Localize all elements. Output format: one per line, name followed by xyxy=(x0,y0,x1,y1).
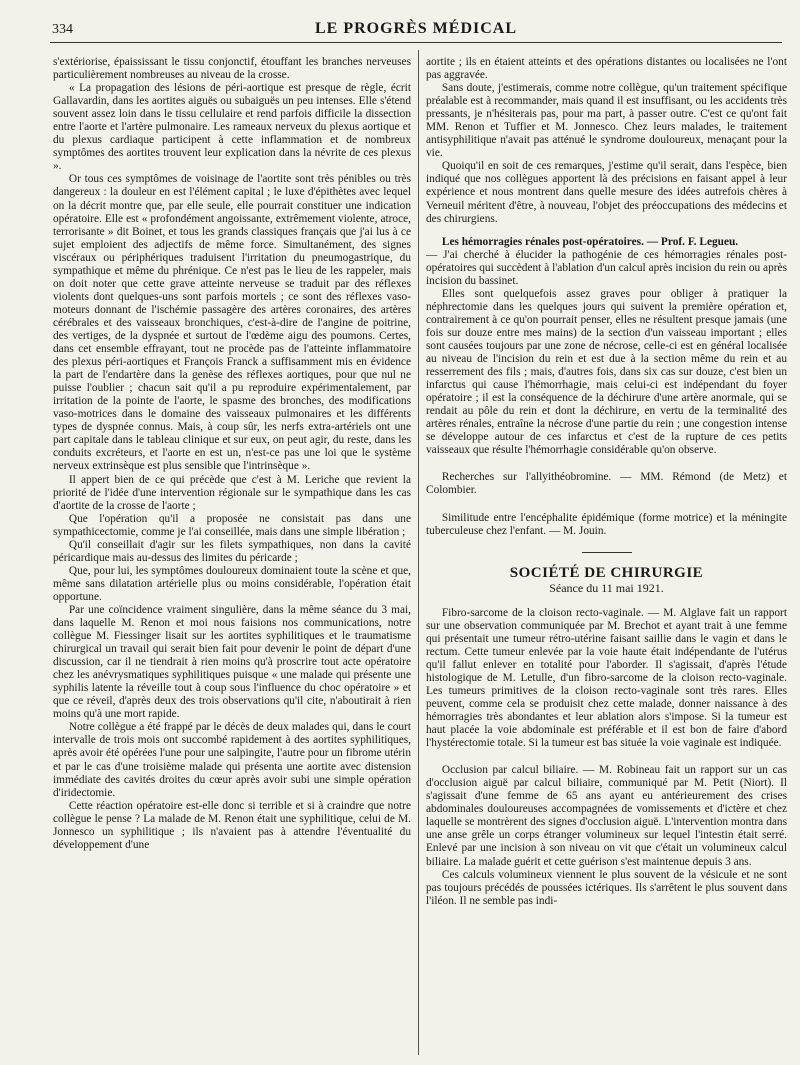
paragraph: « La propagation des lésions de péri-aortique est presque de règle, écrit Gallavardin, dans les aortites aiguës ou subaiguës un peu intenses. Elle s'étend souvent assez loin dans le tissu cellulaire et rend parfois difficile la dissection entre l'aorte et l'artère pulmonaire. Les rameaux nerveux du plexus aortique et du plexus cardiaque participent à cette inflammation et de nombreux symptômes des aortites trouvent leur explication dans la névrite de ces plexus ». xyxy=(53,82,411,173)
paragraph-occlusion: Occlusion par calcul biliaire. — M. Robineau fait un rapport sur un cas d'occlusion aiguë par calcul biliaire, communiqué par M. Petit (Niort). Il s'agissait d'une femme de 65 ans ayant eu antérieurement des crises abdominales douloureuses accompagnées de vomissements et d'ictère et chez laquelle se montrèrent des signes d'occlusion aiguë. L'intervention montra dans une anse grêle un corps étranger volumineux sur lequel l'intestin était serré. Enlevé par une incision à son niveau on vit que c'était un volumineux calcul biliaire. La malade guérit et cette guérison s'est maintenue depuis 3 ans. xyxy=(426,764,787,868)
note-allyltheobromine: Recherches sur l'allyithéobromine. — MM. Rémond (de Metz) et Colombier. xyxy=(426,471,787,497)
page-number: 334 xyxy=(52,22,73,37)
section-separator xyxy=(582,552,632,553)
paragraph: — J'ai cherché à élucider la pathogénie de ces hémorragies rénales post-opératoires qui succèdent à l'ablation d'un calcul après incision du rein ou après incision du bassinet. xyxy=(426,248,787,287)
paragraph: Qu'il conseillait d'agir sur les filets sympathiques, non dans la cavité péricardique mais au-dessus des limites du péricarde ; xyxy=(53,538,411,564)
page-header xyxy=(50,18,782,43)
running-title: LE PROGRÈS MÉDICAL xyxy=(314,20,518,37)
society-date: Séance du 11 mai 1921. xyxy=(549,580,664,595)
paragraph: Cette réaction opératoire est-elle donc si terrible et si à craindre que notre collègue le pense ? La malade de M. Renon était une syphilitique, celui de M. Jonnesco un syphilitique ; ils n'avaient pas à attendre l'éventualité du développement d'une xyxy=(53,799,411,851)
column-divider xyxy=(418,50,419,1055)
note-encephalitis: Similitude entre l'encéphalite épidémique (forme motrice) et la méningite tuberculeuse chez l'enfant. — M. Jouin. xyxy=(426,511,787,537)
right-column xyxy=(426,56,787,1057)
paragraph: Notre collègue a été frappé par le décès de deux malades qui, dans le court intervalle de trois mois ont succombé rapidement à des aortites syphilitiques, après avoir été opérées l'une pour une salpingite, l'autre pour un fibrome utérin et par le cas d'une troisième malade qui présenta une aortite avec distension immédiate des cavités droites du cœur après avoir subi une simple opération d'iridectomie. xyxy=(53,721,411,799)
paragraph: s'extériorise, épaississant le tissu conjonctif, étouffant les branches nerveuses particulièrement nombreuses au niveau de la crosse. xyxy=(53,56,411,82)
society-title: SOCIÉTÉ DE CHIRURGIE xyxy=(509,564,704,581)
paragraph: Que, pour lui, les symptômes douloureux dominaient toute la scène et que, même sans dilatation artérielle plus ou moins considérable, l'opération était opportune. xyxy=(53,564,411,603)
paragraph: Sans doute, j'estimerais, comme notre collègue, qu'un traitement spécifique préalable est à recommander, mais quand il est insuffisant, ou les accidents très pressants, je n'hésiterais pas, pour ma part, à passer outre. C'est ce qu'ont fait MM. Renon et Tuffier et M. Jonnesco. Chez leurs malades, le traitement antisyphilitique n'avait pas atténué le syndrome douloureux, menaçant pour la vie. xyxy=(426,82,787,160)
paragraph: Quoiqu'il en soit de ces remarques, j'estime qu'il serait, dans l'espèce, bien indiqué que nos collègues apportent là des précisions en faisant appel à leur expérience et nous montrent dans quelle mesure des idées autrefois chères à Verneuil méritent d'être, à nouveau, l'objet des préoccupations des médecins et des chirurgiens. xyxy=(426,160,787,225)
paragraph: Ces calculs volumineux viennent le plus souvent de la vésicule et ne sont pas toujours précédés de poussées ictériques. Ils s'arrêtent le plus souvent dans l'iléon. Il ne semble pas indi- xyxy=(426,868,787,907)
paragraph: Par une coïncidence vraiment singulière, dans la même séance du 3 mai, dans laquelle M. Renon et moi nous faisions nos communications, notre collègue M. Fiessinger lisait sur les aortites syphilitiques et le traumatisme chirurgical un travail qui serait bien fait pour devenir le point de départ d'une discussion, car il ne tiendrait à rien moins qu'à proscrire tout acte opératoire chez les anévrysmatiques syphilitiques puisque « une malade qui présente une syphilis latente la réveille tout à coup sous l'influence du choc opératoire » et que ce réveil, d'après deux des trois observations qu'il cite, n'aboutirait à rien moins qu'à une mort rapide. xyxy=(53,603,411,721)
paragraph: Or tous ces symptômes de voisinage de l'aortite sont très pénibles ou très dangereux : la douleur en est l'élément capital ; le luxe d'épithètes avec lequel on la décrit montre que, par elle seule, elle pourrait constituer une indication opératoire. Elle est « profondément angoissante, extrêmement violente, atroce, terrorisante » dit Boinet, et tous les grands classiques français que j'ai lus à ce sujet emploient des adjectifs de même force. Simultanément, des signes viscéraux ou périphériques traduisent l'irritation du pneumogastrique, du sympathique et même du phrénique. Ce n'est pas le lieu de les rappeler, mais on doit noter que cette grave atteinte nerveuse se traduit par des réflexes violents dont quelques-uns sont parfois mortels ; ce sont des réflexes vaso-moteurs donnant de l'ischémie passagère des artères coronaires, des artères cérébrales et des vaisseaux bronchiques, c'est-à-dire de l'angine de poitrine, des vertiges, de la dyspnée et surtout de l'œdème aigu des poumons. Certes, dans cet ensemble effrayant, tout ne procède pas de l'atteinte inflammatoire des plexus péri-aortiques et François Franck a suffisamment mis en évidence la part de l'endartère dans la genèse des réflexes aortiques, pour que nul ne puisse l'oublier ; chacun sait qu'il a pu reproduire expérimentalement, par irritation de la pointe de l'aorte, le spasme des bronches, des modifications vaso-motrices dans le domaine des vaisseaux pulmonaires et les différents types de dyspnée connus. Mais, à coup sûr, les nerfs extra-artériels ont une part capitale dans le tableau clinique et sur eux, on peut agir, du reste, dans les conduits excréteurs, et l'aorte en est un, n'est-ce pas une loi que le système nerveux extrinsèque est plus sensible que l'intrinsèque ». xyxy=(53,173,411,473)
paragraph: Que l'opération qu'il a proposée ne consistait pas dans une sympathicectomie, comme je l'ai conseillée, mais dans une simple libération ; xyxy=(53,512,411,538)
paragraph: Il appert bien de ce qui précède que c'est à M. Leriche que revient la priorité de l'idée d'une intervention régionale sur le sympathique dans les cas d'aortite de la crosse de l'aorte ; xyxy=(53,473,411,512)
paragraph-fibrosarcoma: Fibro-sarcome de la cloison recto-vaginale. — M. Alglave fait un rapport sur une observation communiquée par M. Brechot et ayant trait à une femme qui présentait une tumeur rétro-utérine faisant saillie dans le vagin et dans le rectum. Cette tumeur enlevée par la voie haute était indépendante de l'utérus qu'il fallut enlever en totalité pour l'aborder. Il s'agissait, d'après l'étude histologique de M. Letulle, d'un fibro-sarcome de la cloison recto-vaginale. Les tumeurs primitives de la cloison recto-vaginale sont très rares. Elles peuvent, comme cela se produisit chez cette malade, donner naissance à des hémorragies très abondantes et leur ablation alors s'impose. Si la tumeur est haut placée la voie abdominale est préférable et il est bon de faire d'abord l'hystérectomie totale. Si la tumeur est bas située la voie vaginale est indiquée. xyxy=(426,606,787,750)
section-heading-hemorrhage: Les hémorragies rénales post-opératoires. — Prof. F. Legueu. xyxy=(441,235,739,248)
left-column xyxy=(53,56,411,1057)
paragraph: Elles sont quelquefois assez graves pour obliger à pratiquer la néphrectomie dans les quelques jours qui suivent la première opération et, contrairement à ce qu'on pourrait penser, elles ne résultent presque jamais (une fois sur douze entre mes mains) de la section d'un vaisseau important ; elles sont causées toujours par une zone de nécrose, celle-ci est en général localisée au niveau de l'incision du rein et est due à la section même du rein et au resserrement des fils ; mais, d'autres fois, dans six cas sur douze, c'est bien un infarctus qui cause l'hémorrhagie, mais celui-ci est indépendant du foyer opératoire ; il est la conséquence de la déchirure d'une artère anormale, qui se rendait au pôle du rein et dont la déchirure, en vertu de la terminalité des artères rénales, entraîne la nécrose d'une partie du rein ; une congestion intense se développe autour de ces infarctus et c'est de la rupture de ces petits vaisseaux que résulte l'hémorrhagie considérable qu'on observe. xyxy=(426,287,787,457)
paragraph: aortite ; ils en étaient atteints et des opérations distantes ou localisées ne l'ont pas aggravée. xyxy=(426,56,787,82)
